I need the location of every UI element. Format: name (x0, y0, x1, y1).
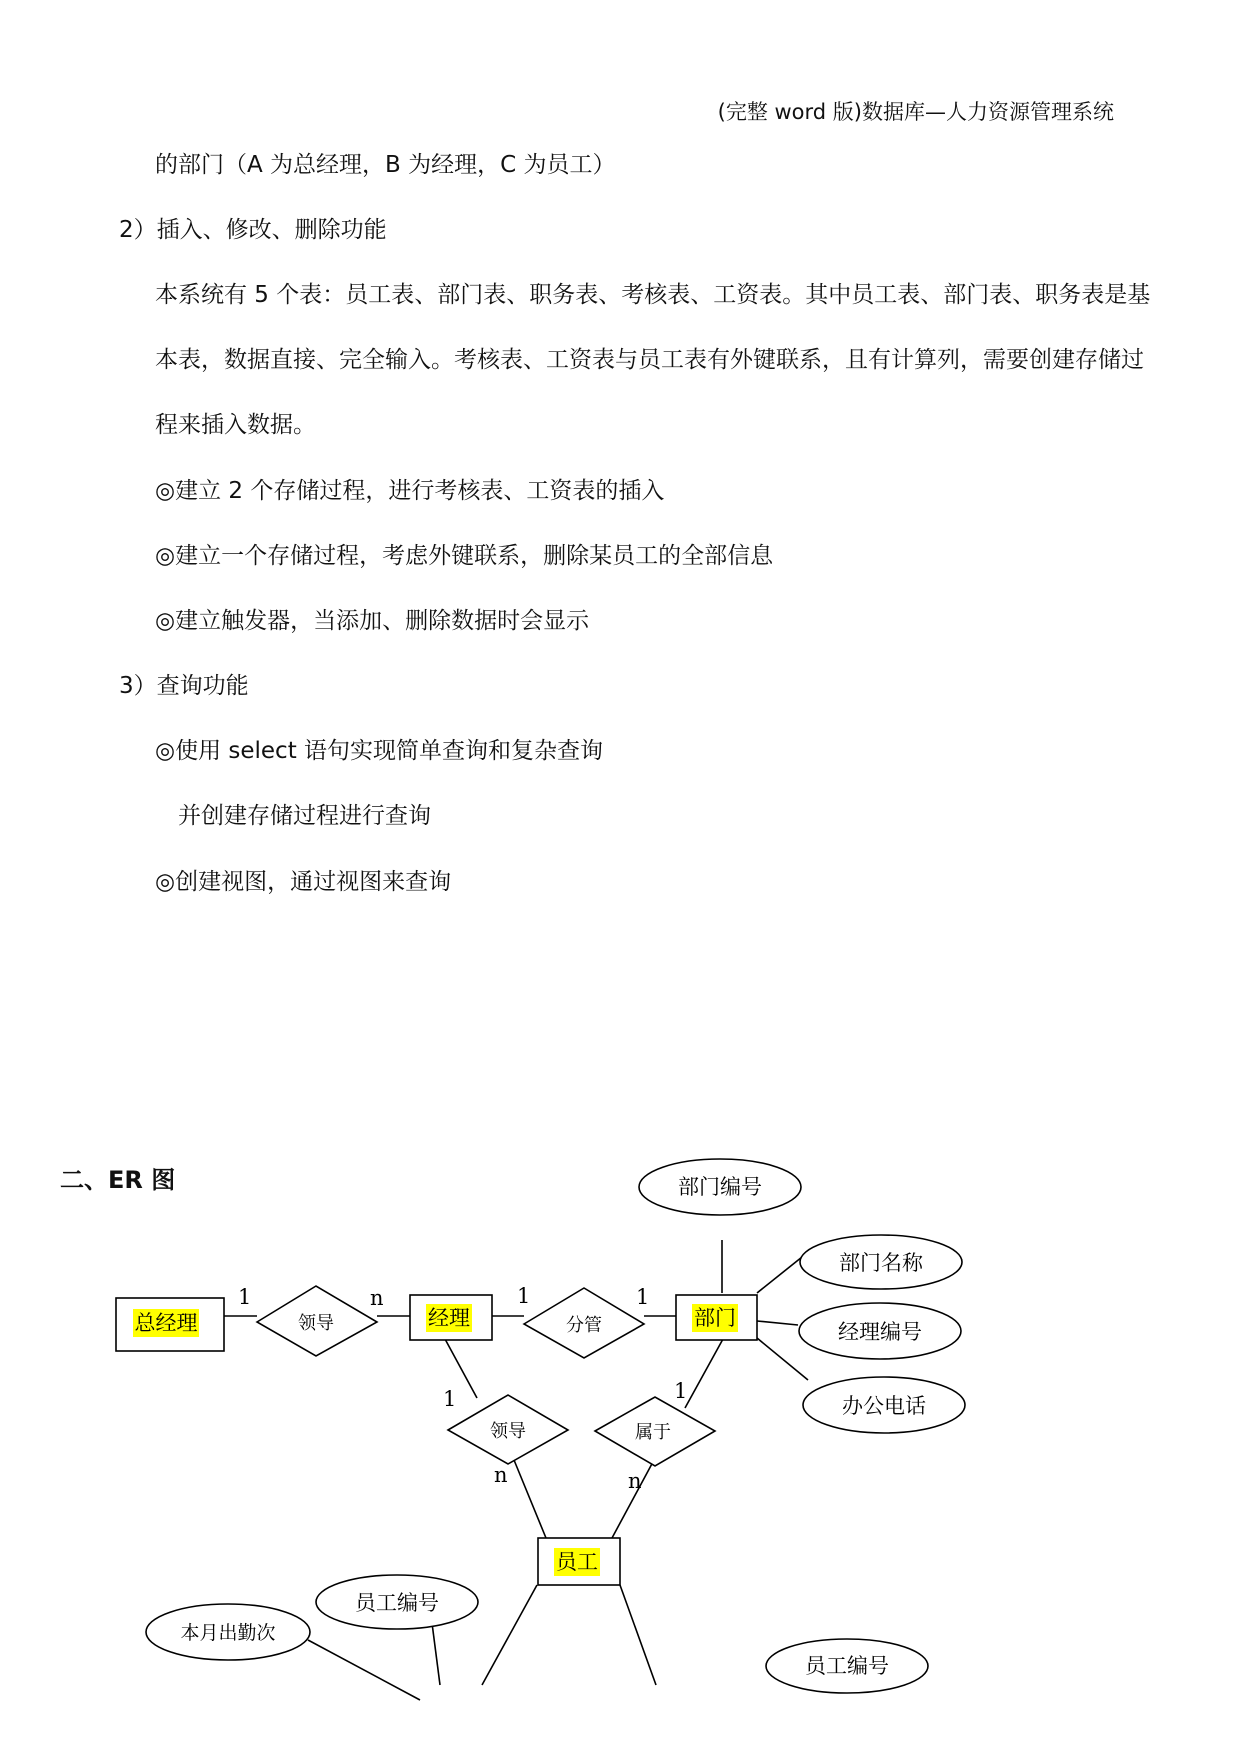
relation-lead-top (257, 1286, 377, 1356)
cardinality-1: 1 (636, 1285, 650, 1309)
text-line-1: 的部门（A 为总经理，B 为经理，C 为员工） (155, 152, 616, 178)
attr-attendance-label: 本月出勤次 (180, 1622, 276, 1644)
entity-general-manager (116, 1298, 224, 1351)
cardinality-n: n (494, 1463, 508, 1487)
text-line-10: ◎使用 select 语句实现简单查询和复杂查询 (155, 738, 604, 764)
attr-dept-name (800, 1235, 962, 1289)
relation-manage (524, 1288, 644, 1358)
text-line-6: ◎建立 2 个存储过程，进行考核表、工资表的插入 (155, 478, 665, 504)
attr-mgr-no (799, 1303, 961, 1359)
text-line-2: 2）插入、修改、删除功能 (119, 217, 387, 243)
attr-mgr-no-label: 经理编号 (838, 1320, 922, 1344)
edge-dept-deptname (757, 1257, 802, 1293)
text-line-7: ◎建立一个存储过程，考虑外键联系，删除某员工的全部信息 (155, 543, 774, 569)
entity-department (676, 1295, 757, 1340)
attr-emp-no-right-label: 员工编号 (805, 1654, 889, 1678)
attr-dept-no-label: 部门编号 (678, 1175, 762, 1199)
page-header: (完整 word 版)数据库—人力资源管理系统 (717, 100, 1114, 124)
entity-employee-label: 员工 (556, 1550, 598, 1574)
text-line-3: 本系统有 5 个表：员工表、部门表、职务表、考核表、工资表。其中员工表、部门表、职务表是基 (155, 282, 1151, 308)
text-line-11: 并创建存储过程进行查询 (178, 803, 431, 829)
edge-dept-belong (685, 1339, 723, 1408)
cardinality-1: 1 (443, 1387, 457, 1411)
relation-lead-bottom (448, 1395, 568, 1464)
cardinality-1: 1 (238, 1285, 252, 1309)
attr-emp-no-left (316, 1575, 478, 1629)
relation-belong (595, 1397, 715, 1466)
cardinality-1: 1 (517, 1284, 531, 1308)
text-line-9: 3）查询功能 (119, 673, 249, 699)
edge-empno-left (432, 1623, 440, 1685)
text-line-8: ◎建立触发器，当添加、删除数据时会显示 (155, 608, 590, 634)
entity-manager-label: 经理 (428, 1306, 470, 1330)
edge-emp-right (620, 1585, 656, 1685)
relation-manage-label: 分管 (566, 1315, 602, 1336)
entity-general-manager-label: 总经理 (134, 1311, 198, 1335)
relation-lead-bottom-label: 领导 (490, 1421, 526, 1442)
edge-lead2-emp (514, 1460, 546, 1538)
attr-dept-no (639, 1159, 801, 1215)
attr-office-phone (803, 1377, 965, 1433)
cardinality-n: n (370, 1286, 384, 1310)
entity-manager (410, 1295, 492, 1340)
edge-dept-phone (757, 1338, 808, 1380)
attr-emp-no-right (766, 1639, 928, 1693)
text-line-4: 本表，数据直接、完全输入。考核表、工资表与员工表有外键联系，且有计算列，需要创建存储过 (155, 347, 1144, 373)
cardinality-1: 1 (674, 1379, 688, 1403)
edge-emp-left (482, 1585, 537, 1685)
edge-dept-mgrno (757, 1321, 798, 1325)
relation-belong-label: 属于 (635, 1422, 671, 1443)
edge-attendance (308, 1640, 420, 1700)
attr-attendance (146, 1604, 310, 1660)
entity-employee (538, 1538, 620, 1585)
entity-department-label: 部门 (694, 1306, 736, 1330)
attr-office-phone-label: 办公电话 (842, 1394, 926, 1418)
relation-lead-top-label: 领导 (298, 1313, 334, 1334)
attr-dept-name-label: 部门名称 (839, 1251, 923, 1275)
text-line-5: 程来插入数据。 (155, 412, 316, 438)
text-line-12: ◎创建视图，通过视图来查询 (155, 869, 452, 895)
attr-emp-no-left-label: 员工编号 (355, 1591, 439, 1615)
section-title: 二、ER 图 (60, 1166, 176, 1194)
cardinality-n: n (628, 1469, 642, 1493)
